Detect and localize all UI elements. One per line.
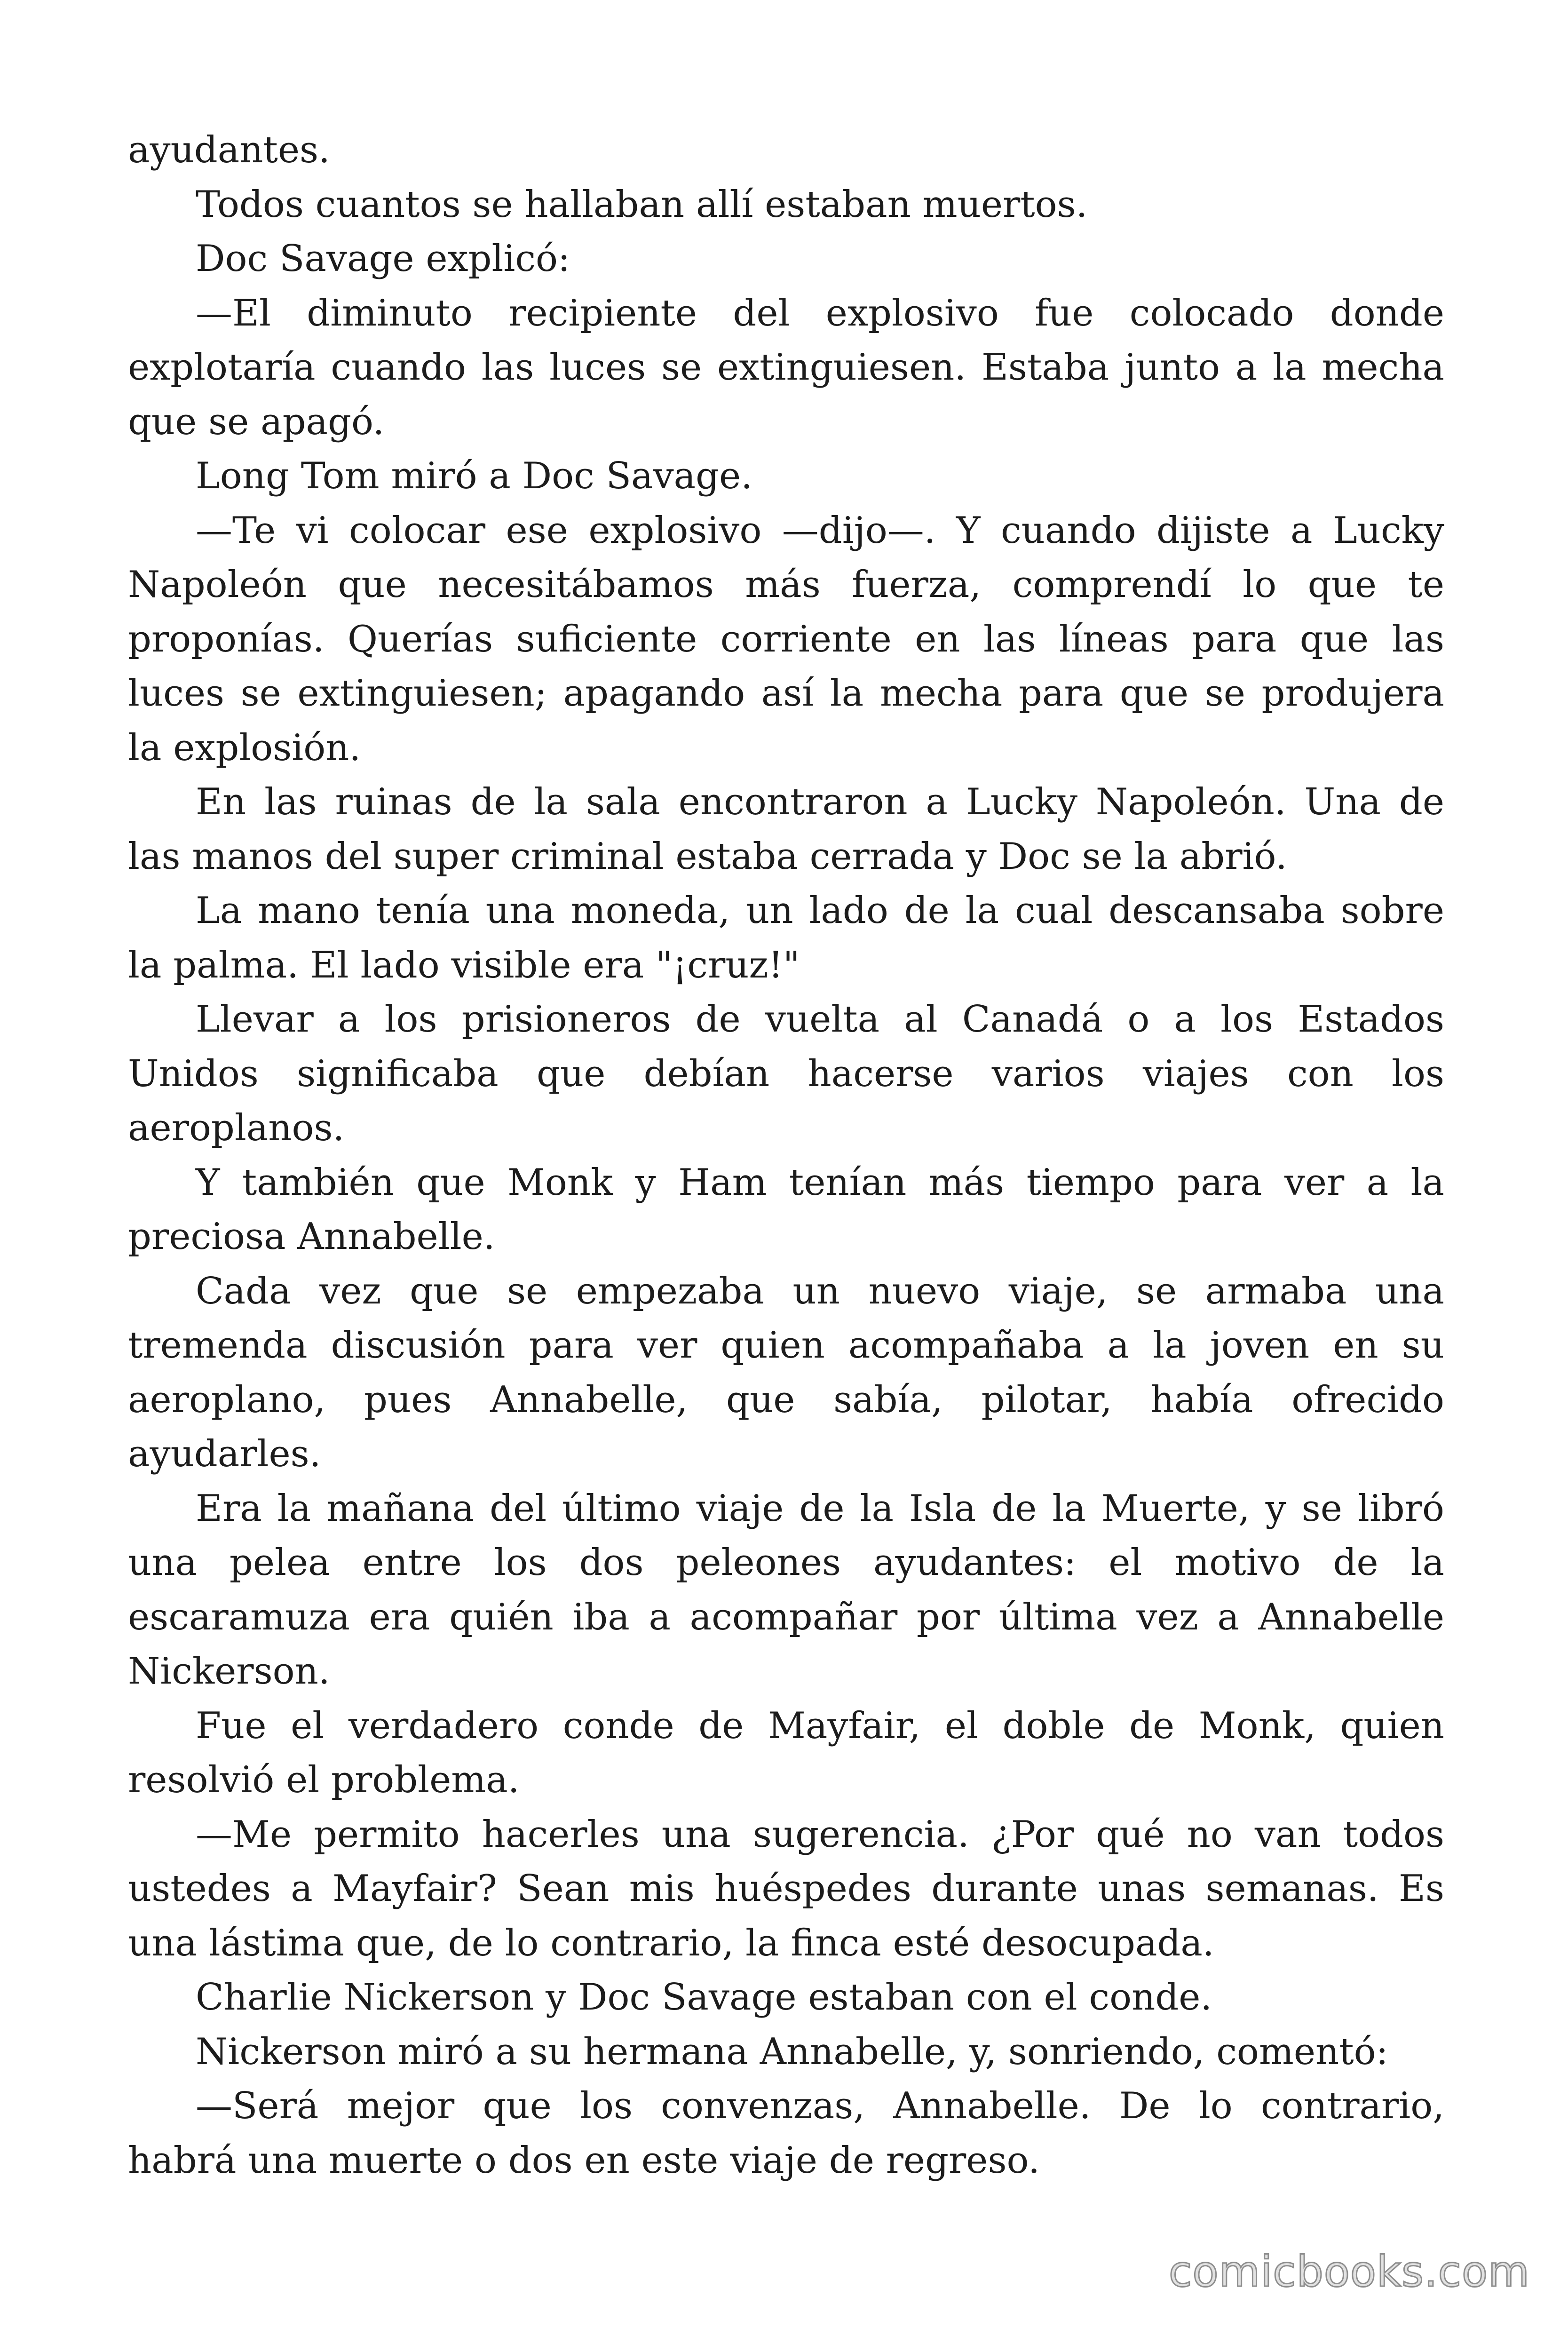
- text-line: Cada vez que se empezaba un nuevo viaje, se armaba una: [196, 1270, 1444, 1312]
- paragraph: [128, 2079, 1444, 2188]
- paragraph: [128, 775, 1444, 884]
- text-line: proponías. Querías suficiente corriente en las líneas para que las: [128, 618, 1444, 660]
- text-line: Unidos significaba que debían hacerse varios viajes con los: [128, 1052, 1444, 1095]
- text-line: una lástima que, de lo contrario, la finca esté desocupada.: [128, 1922, 1214, 1964]
- paragraph: [128, 2025, 1444, 2080]
- text-line: Doc Savage explicó:: [196, 238, 570, 280]
- text-line: escaramuza era quién iba a acompañar por última vez a Annabelle: [128, 1596, 1444, 1638]
- text-line: Napoleón que necesitábamos más fuerza, comprendí lo que te: [128, 564, 1444, 606]
- text-line: que se apagó.: [128, 400, 385, 443]
- paragraph: [128, 504, 1444, 776]
- paragraph: [128, 1699, 1444, 1808]
- paragraph: [128, 449, 1444, 504]
- text-line: las manos del super criminal estaba cerrada y Doc se la abrió.: [128, 835, 1287, 878]
- text-line: Nickerson miró a su hermana Annabelle, y, sonriendo, comentó:: [196, 2030, 1388, 2073]
- text-line: la palma. El lado visible era "¡cruz!": [128, 944, 800, 986]
- paragraph: [128, 884, 1444, 993]
- paragraph: [128, 286, 1444, 450]
- text-line: Y también que Monk y Ham tenían más tiempo para ver a la: [196, 1161, 1444, 1204]
- paragraph: [128, 123, 1444, 178]
- text-line: Long Tom miró a Doc Savage.: [196, 455, 753, 497]
- text-line: aeroplanos.: [128, 1107, 345, 1149]
- text-line: Nickerson.: [128, 1650, 330, 1692]
- text-line: Todos cuantos se hallaban allí estaban muertos.: [196, 183, 1088, 226]
- text-line: —Será mejor que los convenzas, Annabelle. De lo contrario,: [196, 2085, 1444, 2127]
- text-line: Fue el verdadero conde de Mayfair, el doble de Monk, quien: [196, 1704, 1444, 1747]
- paragraph: [128, 1971, 1444, 2025]
- book-page-text: [128, 123, 1444, 2188]
- paragraph: [128, 1482, 1444, 1699]
- text-line: una pelea entre los dos peleones ayudantes: el motivo de la: [128, 1542, 1444, 1584]
- text-line: ayudarles.: [128, 1433, 321, 1475]
- text-line: la explosión.: [128, 726, 361, 769]
- paragraph: [128, 178, 1444, 232]
- text-line: habrá una muerte o dos en este viaje de regreso.: [128, 2139, 1040, 2182]
- paragraph: [128, 1808, 1444, 1971]
- text-line: ustedes a Mayfair? Sean mis huéspedes durante unas semanas. Es: [128, 1867, 1444, 1910]
- text-line: —El diminuto recipiente del explosivo fue colocado donde: [196, 292, 1444, 334]
- paragraph: [128, 232, 1444, 286]
- text-line: En las ruinas de la sala encontraron a Lucky Napoleón. Una de: [196, 781, 1444, 823]
- text-line: Charlie Nickerson y Doc Savage estaban con el conde.: [196, 1976, 1212, 2018]
- text-line: —Te vi colocar ese explosivo —dijo—. Y cuando dijiste a Lucky: [196, 509, 1444, 552]
- watermark: comicbooks.com: [1169, 2247, 1530, 2296]
- paragraph: [128, 1264, 1444, 1482]
- text-line: aeroplano, pues Annabelle, que sabía, pilotar, había ofrecido: [128, 1378, 1444, 1421]
- text-line: preciosa Annabelle.: [128, 1216, 495, 1258]
- text-line: tremenda discusión para ver quien acompañaba a la joven en su: [128, 1324, 1444, 1367]
- text-line: explotaría cuando las luces se extinguiesen. Estaba junto a la mecha: [128, 346, 1444, 389]
- text-line: resolvió el problema.: [128, 1759, 520, 1801]
- text-line: Era la mañana del último viaje de la Isla de la Muerte, y se libró: [196, 1487, 1444, 1530]
- paragraph: [128, 993, 1444, 1156]
- paragraph: [128, 1156, 1444, 1264]
- text-line: luces se extinguiesen; apagando así la mecha para que se produjera: [128, 672, 1444, 715]
- text-line: —Me permito hacerles una sugerencia. ¿Por qué no van todos: [196, 1813, 1444, 1856]
- text-line: Llevar a los prisioneros de vuelta al Canadá o a los Estados: [196, 998, 1444, 1041]
- text-line: ayudantes.: [128, 129, 330, 171]
- text-line: La mano tenía una moneda, un lado de la cual descansaba sobre: [196, 890, 1444, 932]
